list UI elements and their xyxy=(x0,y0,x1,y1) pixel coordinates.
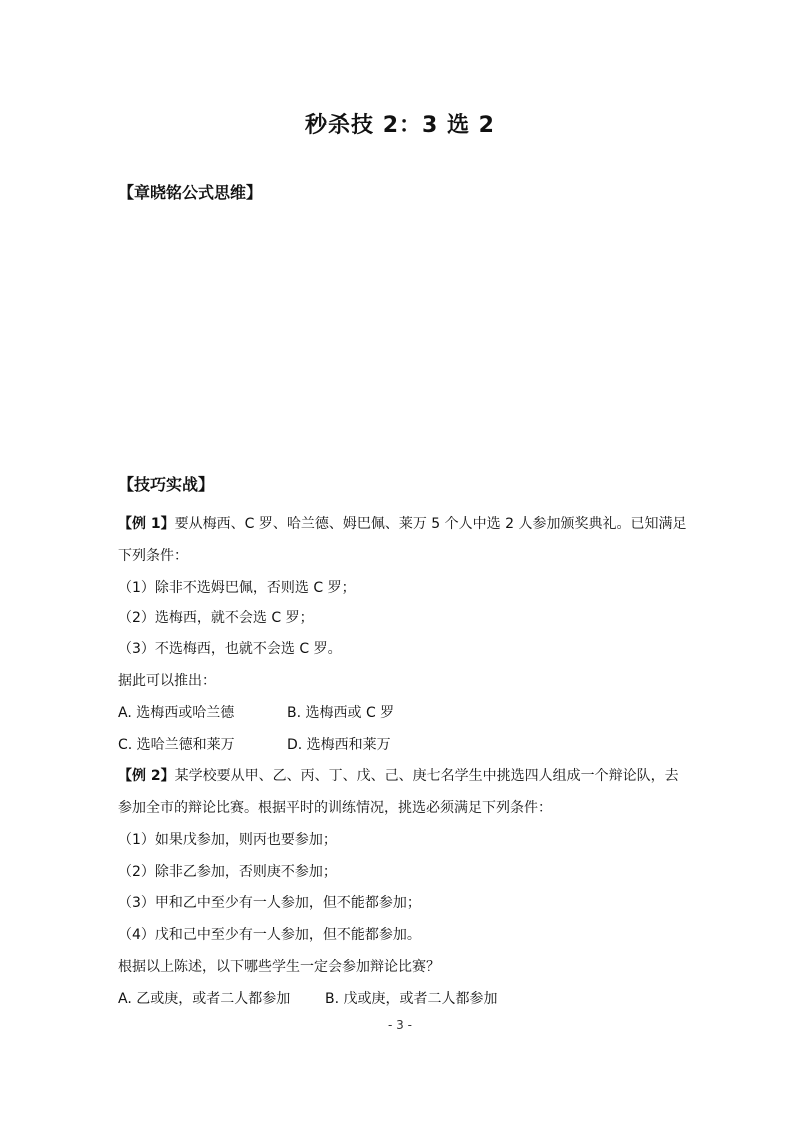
example1-text-line1: 要从梅西、C 罗、哈兰德、姆巴佩、莱万 5 个人中选 2 人参加颁奖典礼。已知满足 xyxy=(174,516,687,532)
example1-condition-2: （2）选梅西，就不会选 C 罗； xyxy=(118,610,314,626)
example2-text-line2: 参加全市的辩论比赛。根据平时的训练情况，挑选必须满足下列条件： xyxy=(118,800,552,816)
example1-line1 xyxy=(118,513,686,533)
example1-label: 【例 1】 xyxy=(118,516,175,532)
example1-option-d: D. 选梅西和莱万 xyxy=(287,737,391,753)
section-heading-formula-thinking: 【章晓铭公式思维】 xyxy=(118,183,263,202)
example2-condition-3: （3）甲和乙中至少有一人参加，但不能都参加； xyxy=(118,895,421,911)
example2-question: 根据以上陈述，以下哪些学生一定会参加辩论比赛？ xyxy=(118,959,440,975)
example1-text-line2: 下列条件： xyxy=(118,548,188,564)
example1-option-a: A. 选梅西或哈兰德 xyxy=(118,705,235,721)
page-title: 秒杀技 2：3 选 2 xyxy=(305,113,495,138)
example2-condition-1: （1）如果戊参加，则丙也要参加； xyxy=(118,832,337,848)
example2-condition-2: （2）除非乙参加，否则庚不参加； xyxy=(118,864,337,880)
example1-option-b: B. 选梅西或 C 罗 xyxy=(287,705,395,721)
example1-option-c: C. 选哈兰德和莱万 xyxy=(118,737,235,753)
example1-condition-3: （3）不选梅西，也就不会选 C 罗。 xyxy=(118,641,342,657)
example2-option-b: B. 戊或庚，或者二人都参加 xyxy=(325,991,498,1007)
section-heading-skill-practice: 【技巧实战】 xyxy=(118,475,215,494)
example2-option-a: A. 乙或庚，或者二人都参加 xyxy=(118,991,291,1007)
example1-question: 据此可以推出： xyxy=(118,673,216,689)
example2-text-line1: 某学校要从甲、乙、丙、丁、戊、己、庚七名学生中挑选四人组成一个辩论队，去 xyxy=(174,768,679,784)
page-number: - 3 - xyxy=(388,1018,412,1032)
example2-condition-4: （4）戊和己中至少有一人参加，但不能都参加。 xyxy=(118,927,421,943)
example2-line1 xyxy=(118,765,679,785)
example2-label: 【例 2】 xyxy=(118,768,175,784)
example1-condition-1: （1）除非不选姆巴佩，否则选 C 罗； xyxy=(118,580,356,596)
